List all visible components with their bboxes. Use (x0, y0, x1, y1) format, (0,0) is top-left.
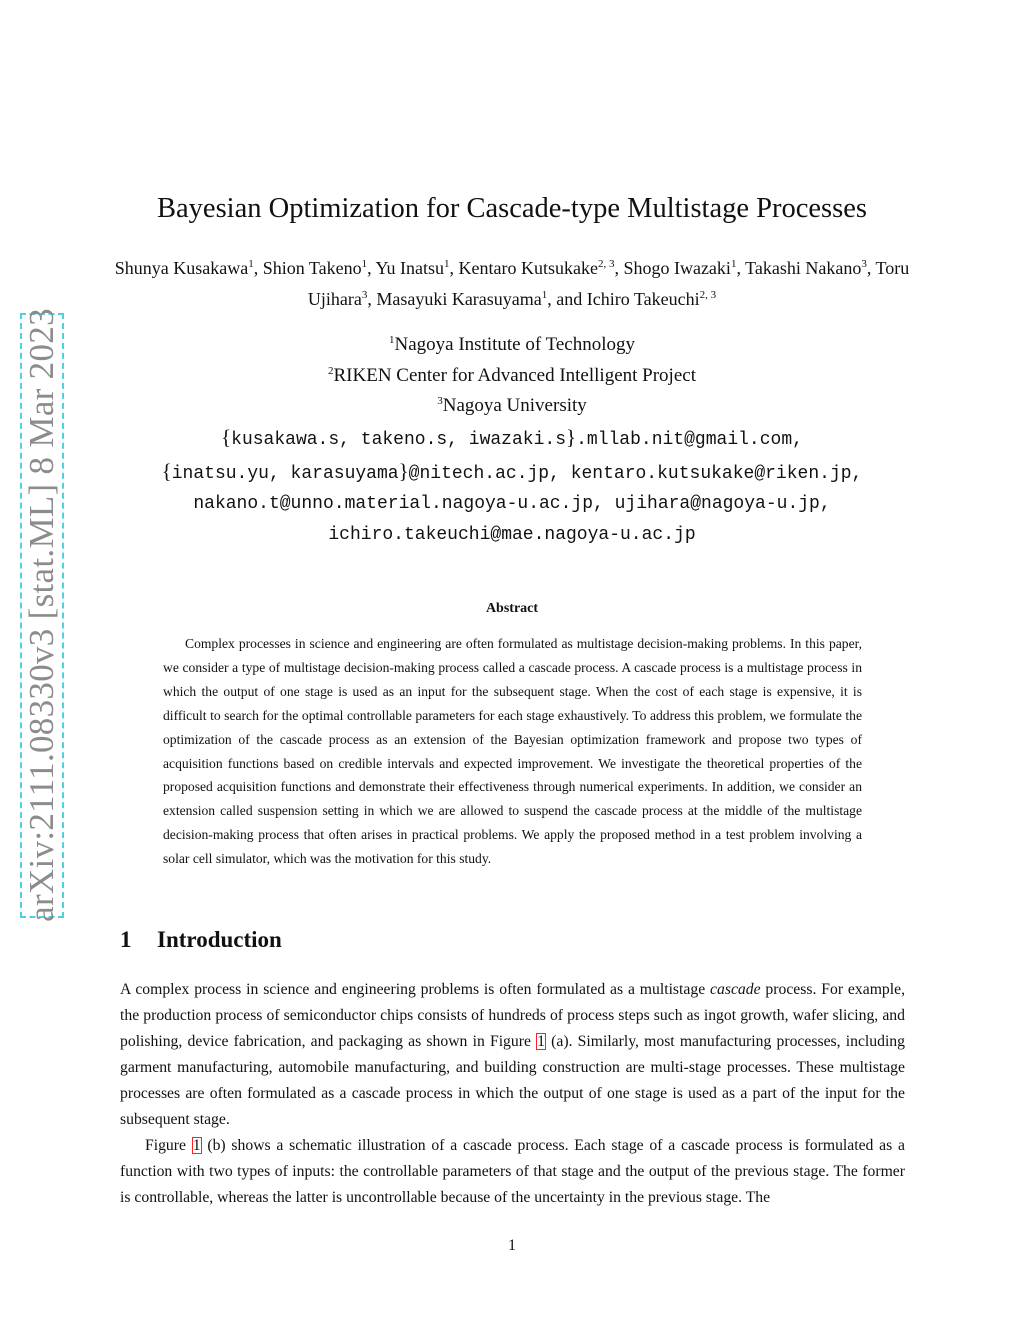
email-group[interactable]: inatsu.yu, karasuyama (171, 463, 399, 484)
author-affiliation-mark: 3 (861, 258, 867, 270)
affiliation-name: Nagoya Institute of Technology (394, 334, 635, 355)
author-name: Masayuki Karasuyama (376, 289, 542, 309)
section-heading (120, 927, 282, 953)
paper-title: Bayesian Optimization for Cascade-type Multistage Processes (157, 193, 867, 224)
abstract-text: Complex processes in science and engineering are often formulated as multistage decision-making problems. In this paper, we consider a type of multistage decision-making process called a cascade process. A cascade process is a multistage process in which the output of one stage is used as an input for the subsequent stage. When the cost of each stage is expensive, it is difficult to search for the optimal controllable parameters for each stage exhaustively. To address this problem, we formulate the optimization of the cascade process as an extension of the Bayesian optimization framework and propose two types of acquisition functions based on credible intervals and expected improvement. We investigate the theoretical properties of the proposed acquisition functions and demonstrate their effectiveness through numerical experiments. In addition, we consider an extension called suspension setting in which we are allowed to suspend the cascade process at the middle of the multistage decision-making process that often arises in practical problems. We apply the proposed method in a test problem involving a solar cell simulator, which was the motivation for this study. (163, 636, 862, 867)
author-affiliation-mark: 2, 3 (699, 289, 717, 301)
author-name: Yu Inatsu (375, 258, 444, 278)
affiliation-name: Nagoya University (442, 395, 587, 416)
affiliation-name: RIKEN Center for Advanced Intelligent Project (333, 364, 696, 386)
abstract-heading: Abstract (485, 601, 539, 616)
affiliation-line (0, 330, 1024, 361)
emphasis-text: cascade (710, 981, 761, 998)
author-name: Shogo Iwazaki (623, 258, 731, 278)
paragraph (120, 1133, 905, 1211)
email-line[interactable]: ichiro.takeuchi@mae.nagoya-u.ac.jp (328, 524, 696, 545)
page-number: 1 (508, 1237, 516, 1254)
author-name: Takashi Nakano (745, 258, 862, 278)
email-domain[interactable]: @nitech.ac.jp, kentaro.kutsukake@riken.jp, (408, 463, 863, 484)
author-name: Shion Takeno (262, 258, 362, 278)
text-run: process. For example, the production process of semiconductor chips consists of hundreds of process steps such as ingot growth, wafer slicing, and polishing, device fabrication, and packaging as shown in Figure (120, 981, 905, 1050)
figure-reference-link[interactable]: 1 (537, 1033, 545, 1050)
author-affiliation-mark: 1 (361, 258, 368, 270)
email-domain[interactable]: .mllab.nit@gmail.com, (576, 430, 803, 450)
affiliation-mark: 3 (437, 395, 443, 407)
body-text (120, 977, 905, 1211)
figure-reference-link[interactable]: 1 (192, 1137, 201, 1154)
paragraph (120, 977, 905, 1133)
author-affiliation-mark: 3 (361, 289, 368, 301)
affiliation-list (0, 330, 1024, 422)
text-run: (a). Similarly, most manufacturing processes, including garment manufacturing, automobile manufacturing, and building construction are multi-stage processes. These multistage processes are often formulated as a cascade process in which the output of one stage is used as a part of the input for the subsequent stage. (120, 1033, 905, 1128)
author-affiliation-mark: 1 (730, 258, 737, 270)
text-run: Figure (145, 1137, 192, 1154)
text-run: A complex process in science and engineering problems is often formulated as a multistage (120, 981, 711, 998)
email-line: {inatsu.yu, karasuyama}@nitech.ac.jp, kentaro.kutsukake@riken.jp, (161, 458, 863, 484)
author-affiliation-mark: 1 (541, 289, 548, 301)
affiliation-line (0, 361, 1024, 392)
author-name: Ichiro Takeuchi (586, 289, 700, 309)
email-line: {kusakawa.s, takeno.s, iwazaki.s}.mllab.nit@gmail.com, (221, 425, 803, 450)
section-number: 1 (120, 927, 132, 952)
author-list: Shunya Kusakawa$^1$, Shion Takeno$^1$, Yu Inatsu$^1$, Kentaro Kutsukake$^{2, 3}$, Shogo Iwazaki$^1$, Takashi Nakano$^3$, Toru Ujihara$^3$, Masayuki Karasuyama$^1$, and Ichiro Takeuchi$^{2, 3}$ (114, 258, 910, 309)
author-affiliation-mark: 1 (248, 258, 254, 270)
author-name: Toru Ujihara (307, 258, 910, 309)
text-run: (b) shows a schematic illustration of a cascade process. Each stage of a cascade process is formulated as a function with two types of inputs: the controllable parameters of that stage and the output of the previous stage. The former is controllable, whereas the latter is uncontrollable because of the uncertainty in the previous stage. The (120, 1137, 905, 1206)
email-list (0, 422, 1024, 550)
author-name: Kentaro Kutsukake (458, 258, 598, 278)
author-affiliation-mark: 1 (443, 258, 450, 270)
email-line[interactable]: nakano.t@unno.material.nagoya-u.ac.jp, ujihara@nagoya-u.jp, (193, 494, 831, 514)
author-affiliation-mark: 2, 3 (597, 258, 615, 270)
email-group[interactable]: kusakawa.s, takeno.s, iwazaki.s (231, 430, 566, 450)
section-title: Introduction (157, 927, 282, 952)
affiliation-line (0, 391, 1024, 422)
arxiv-identifier[interactable]: arXiv:2111.08330v3 [stat.ML] 8 Mar 2023 (22, 308, 61, 922)
author-name: Shunya Kusakawa (114, 258, 249, 278)
affiliation-mark: 1 (388, 334, 395, 346)
affiliation-mark: 2 (328, 364, 334, 377)
